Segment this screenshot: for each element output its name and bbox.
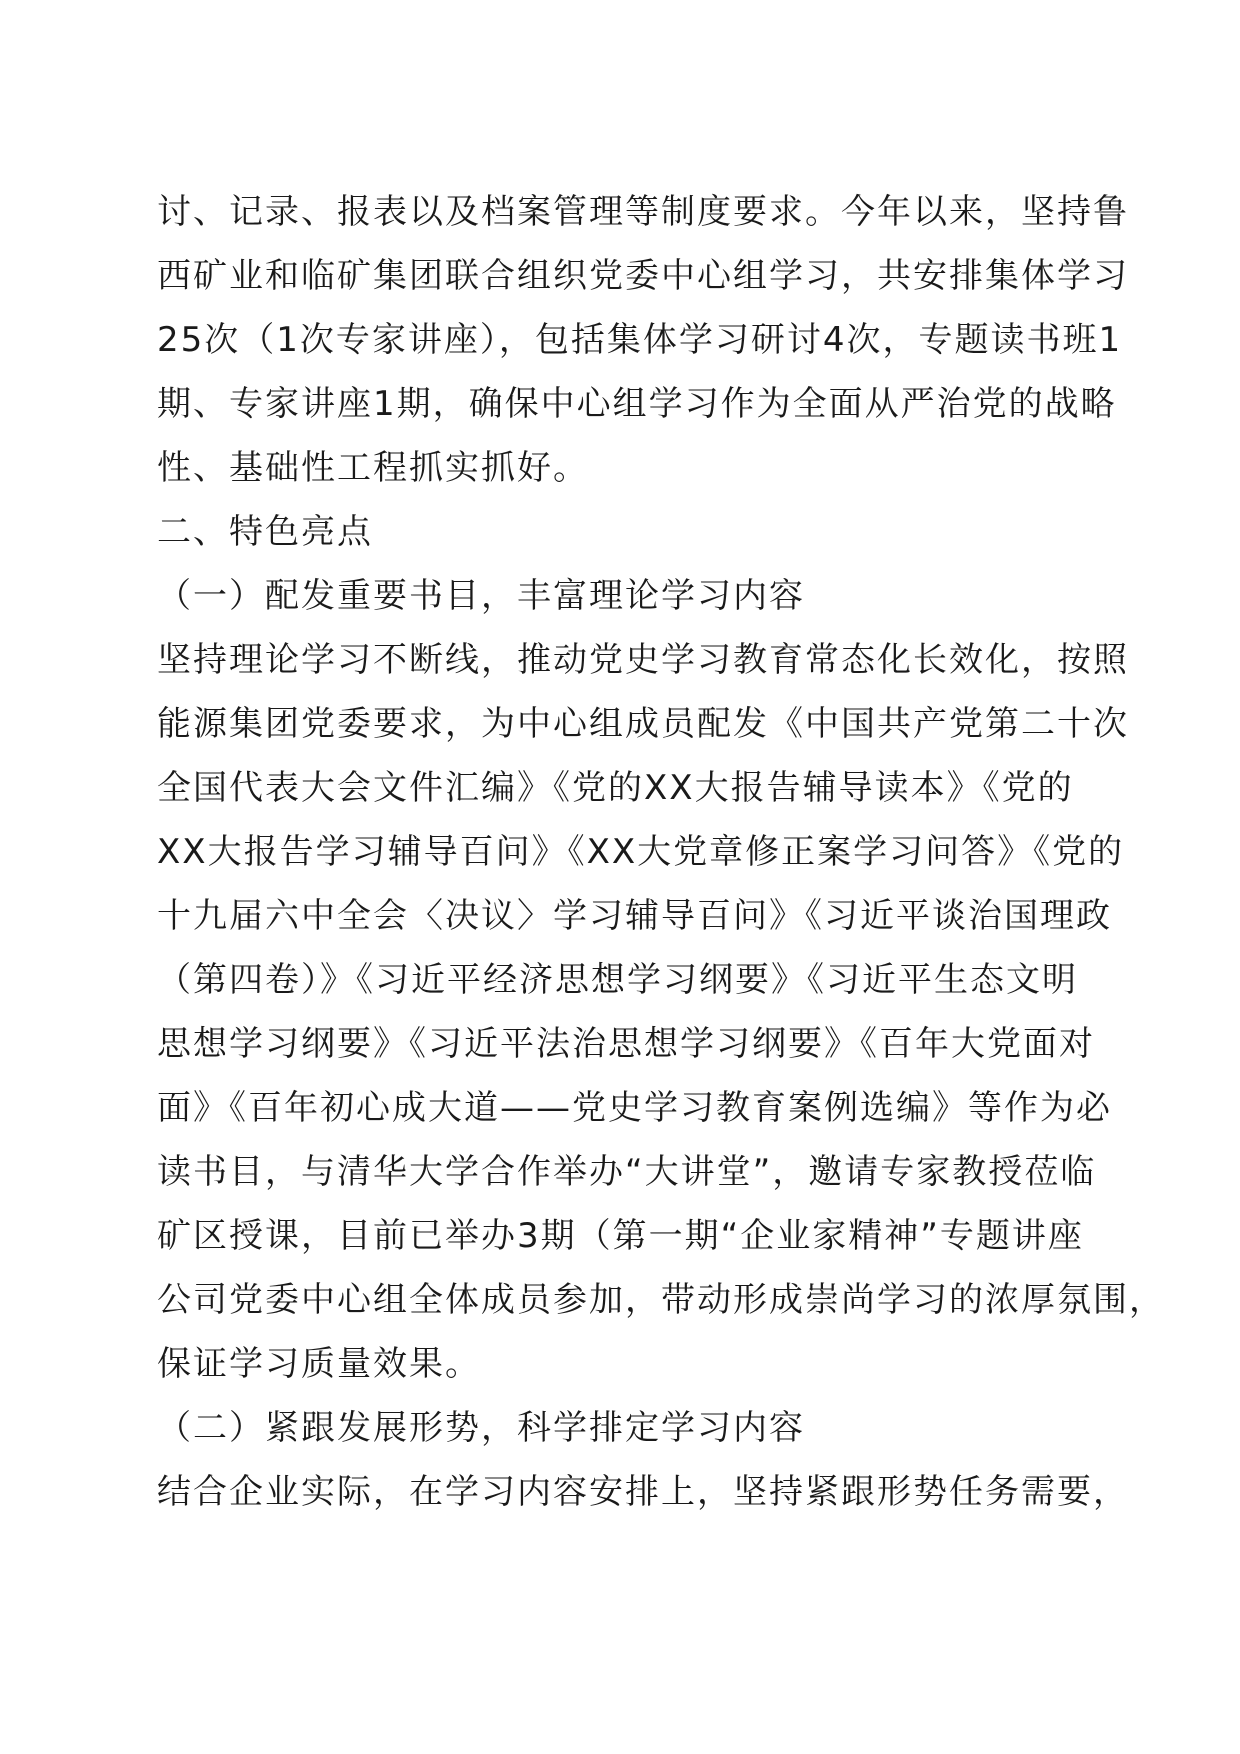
- text-line: XX大报告学习辅导百问》《XX大党章修正案学习问答》《党的: [157, 832, 1125, 872]
- text-line: 保证学习质量效果。: [157, 1344, 481, 1384]
- text-line: 25次（1次专家讲座），包括集体学习研讨4次，专题读书班1: [157, 320, 1123, 360]
- text-line: 能源集团党委要求，为中心组成员配发《中国共产党第二十次: [157, 704, 1129, 744]
- text-line: 全国代表大会文件汇编》《党的XX大报告辅导读本》《党的: [157, 768, 1074, 808]
- text-line: 思想学习纲要》《习近平法治思想学习纲要》《百年大党面对: [157, 1024, 1095, 1064]
- subsection-heading: （一）配发重要书目，丰富理论学习内容: [157, 576, 805, 616]
- text-line: 十九届六中全会〈决议〉学习辅导百问》《习近平谈治国理政: [157, 896, 1112, 936]
- subsection-heading: （二）紧跟发展形势，科学排定学习内容: [157, 1408, 805, 1448]
- text-line: 公司党委中心组全体成员参加，带动形成崇尚学习的浓厚氛围，: [157, 1280, 1165, 1320]
- text-line: 坚持理论学习不断线，推动党史学习教育常态化长效化，按照: [157, 640, 1129, 680]
- text-line: （第四卷）》《习近平经济思想学习纲要》《习近平生态文明: [157, 960, 1078, 1000]
- text-line: 面》《百年初心成大道——党史学习教育案例选编》等作为必: [157, 1088, 1112, 1128]
- body-text: [157, 180, 1165, 1524]
- text-line: 矿区授课，目前已举办3期（第一期“企业家精神”专题讲座: [157, 1216, 1084, 1256]
- text-line: 讨、记录、报表以及档案管理等制度要求。今年以来，坚持鲁: [157, 192, 1129, 232]
- text-line: 性、基础性工程抓实抓好。: [157, 448, 589, 488]
- text-line: 西矿业和临矿集团联合组织党委中心组学习，共安排集体学习: [157, 256, 1129, 296]
- section-heading: 二、特色亮点: [157, 512, 373, 552]
- text-line: 结合企业实际，在学习内容安排上，坚持紧跟形势任务需要，: [157, 1472, 1129, 1512]
- text-line: 期、专家讲座1期，确保中心组学习作为全面从严治党的战略: [157, 384, 1117, 424]
- text-line: 读书目，与清华大学合作举办“大讲堂”，邀请专家教授莅临: [157, 1152, 1097, 1192]
